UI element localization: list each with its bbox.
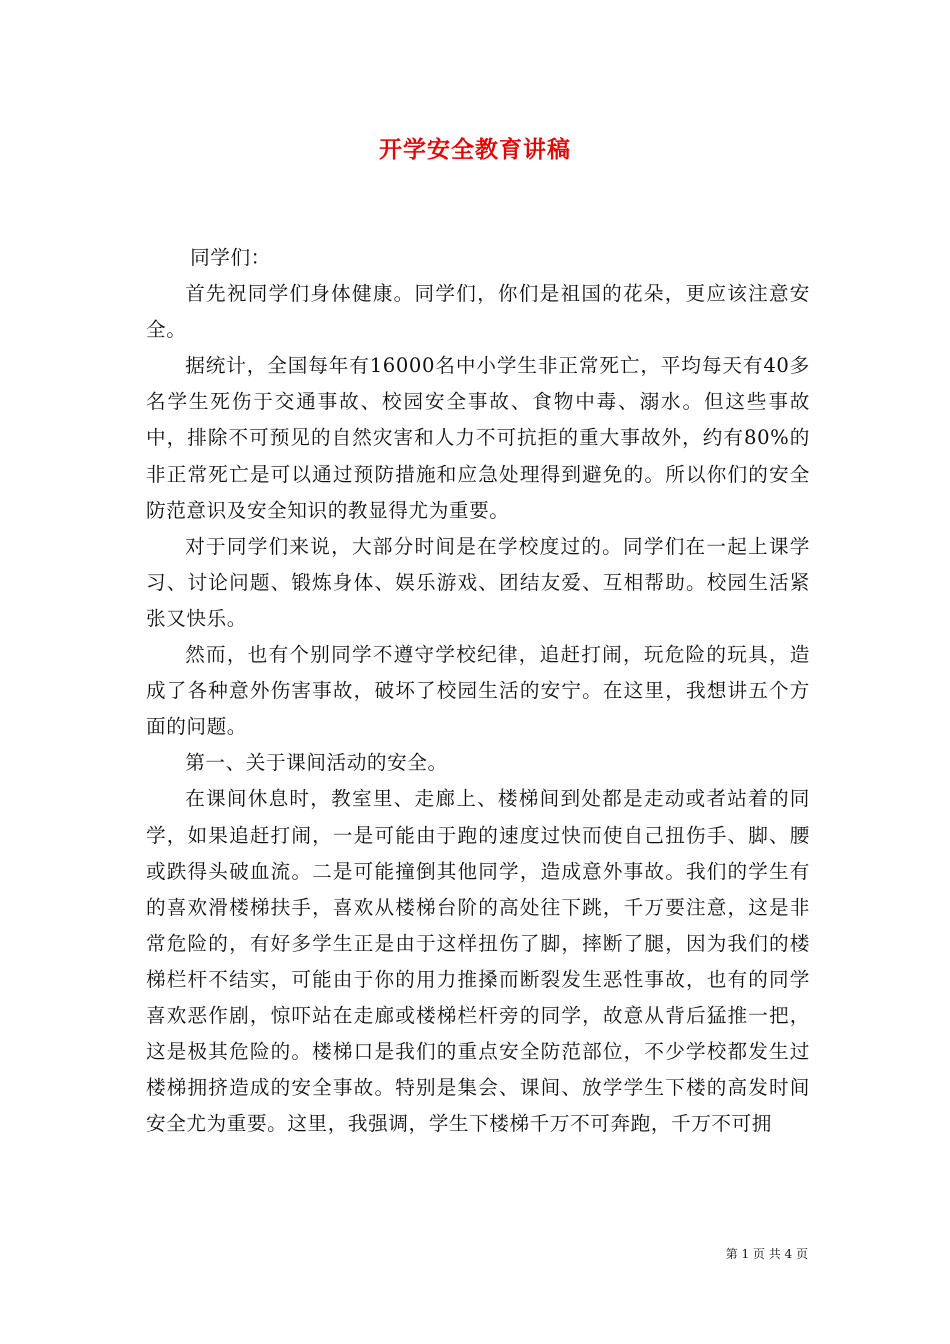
paragraph: 据统计，全国每年有16000名中小学生非正常死亡，平均每天有40多名学生死伤于交通事故、校园安全事故、食物中毒、溺水。但这些事故中，排除不可预见的自然灾害和人力不可抗拒的重大事故外，约有80%的非正常死亡是可以通过预防措施和应急处理得到避免的。所以你们的安全防范意识及安全知识的教显得尤为重要。: [146, 354, 810, 522]
document-body: [146, 240, 810, 1142]
section-heading: 第一、关于课间活动的安全。: [185, 751, 448, 775]
paragraph: 对于同学们来说，大部分时间是在学校度过的。同学们在一起上课学习、讨论问题、锻炼身体、娱乐游戏、团结友爱、互相帮助。校园生活紧张又快乐。: [146, 534, 810, 630]
paragraph: 首先祝同学们身体健康。同学们，你们是祖国的花朵，更应该注意安全。: [146, 282, 810, 342]
paragraph-salutation: 同学们：: [190, 246, 271, 269]
paragraph: 然而，也有个别同学不遵守学校纪律，追赶打闹，玩危险的玩具，造成了各种意外伤害事故，破坏了校园生活的安宁。在这里，我想讲五个方面的问题。: [146, 643, 810, 739]
page-number-footer: 第 1 页 共 4 页: [725, 1247, 808, 1261]
paragraph: 在课间休息时，教室里、走廊上、楼梯间到处都是走动或者站着的同学，如果追赶打闹，一是可能由于跑的速度过快而使自己扭伤手、脚、腰或跌得头破血流。二是可能撞倒其他同学，造成意外事故。我们的学生有的喜欢滑楼梯扶手，喜欢从楼梯台阶的高处往下跳，千万要注意，这是非常危险的，有好多学生正是由于这样扭伤了脚，摔断了腿，因为我们的楼梯栏杆不结实，可能由于你的用力推搡而断裂发生恶性事故，也有的同学喜欢恶作剧，惊吓站在走廊或楼梯栏杆旁的同学，故意从背后猛推一把，这是极其危险的。楼梯口是我们的重点安全防范部位，不少学校都发生过楼梯拥挤造成的安全事故。特别是集会、课间、放学学生下楼的高发时间安全尤为重要。这里，我强调，学生下楼梯千万不可奔跑，千万不可拥: [146, 787, 810, 1136]
document-title: 开学安全教育讲稿: [379, 136, 571, 163]
